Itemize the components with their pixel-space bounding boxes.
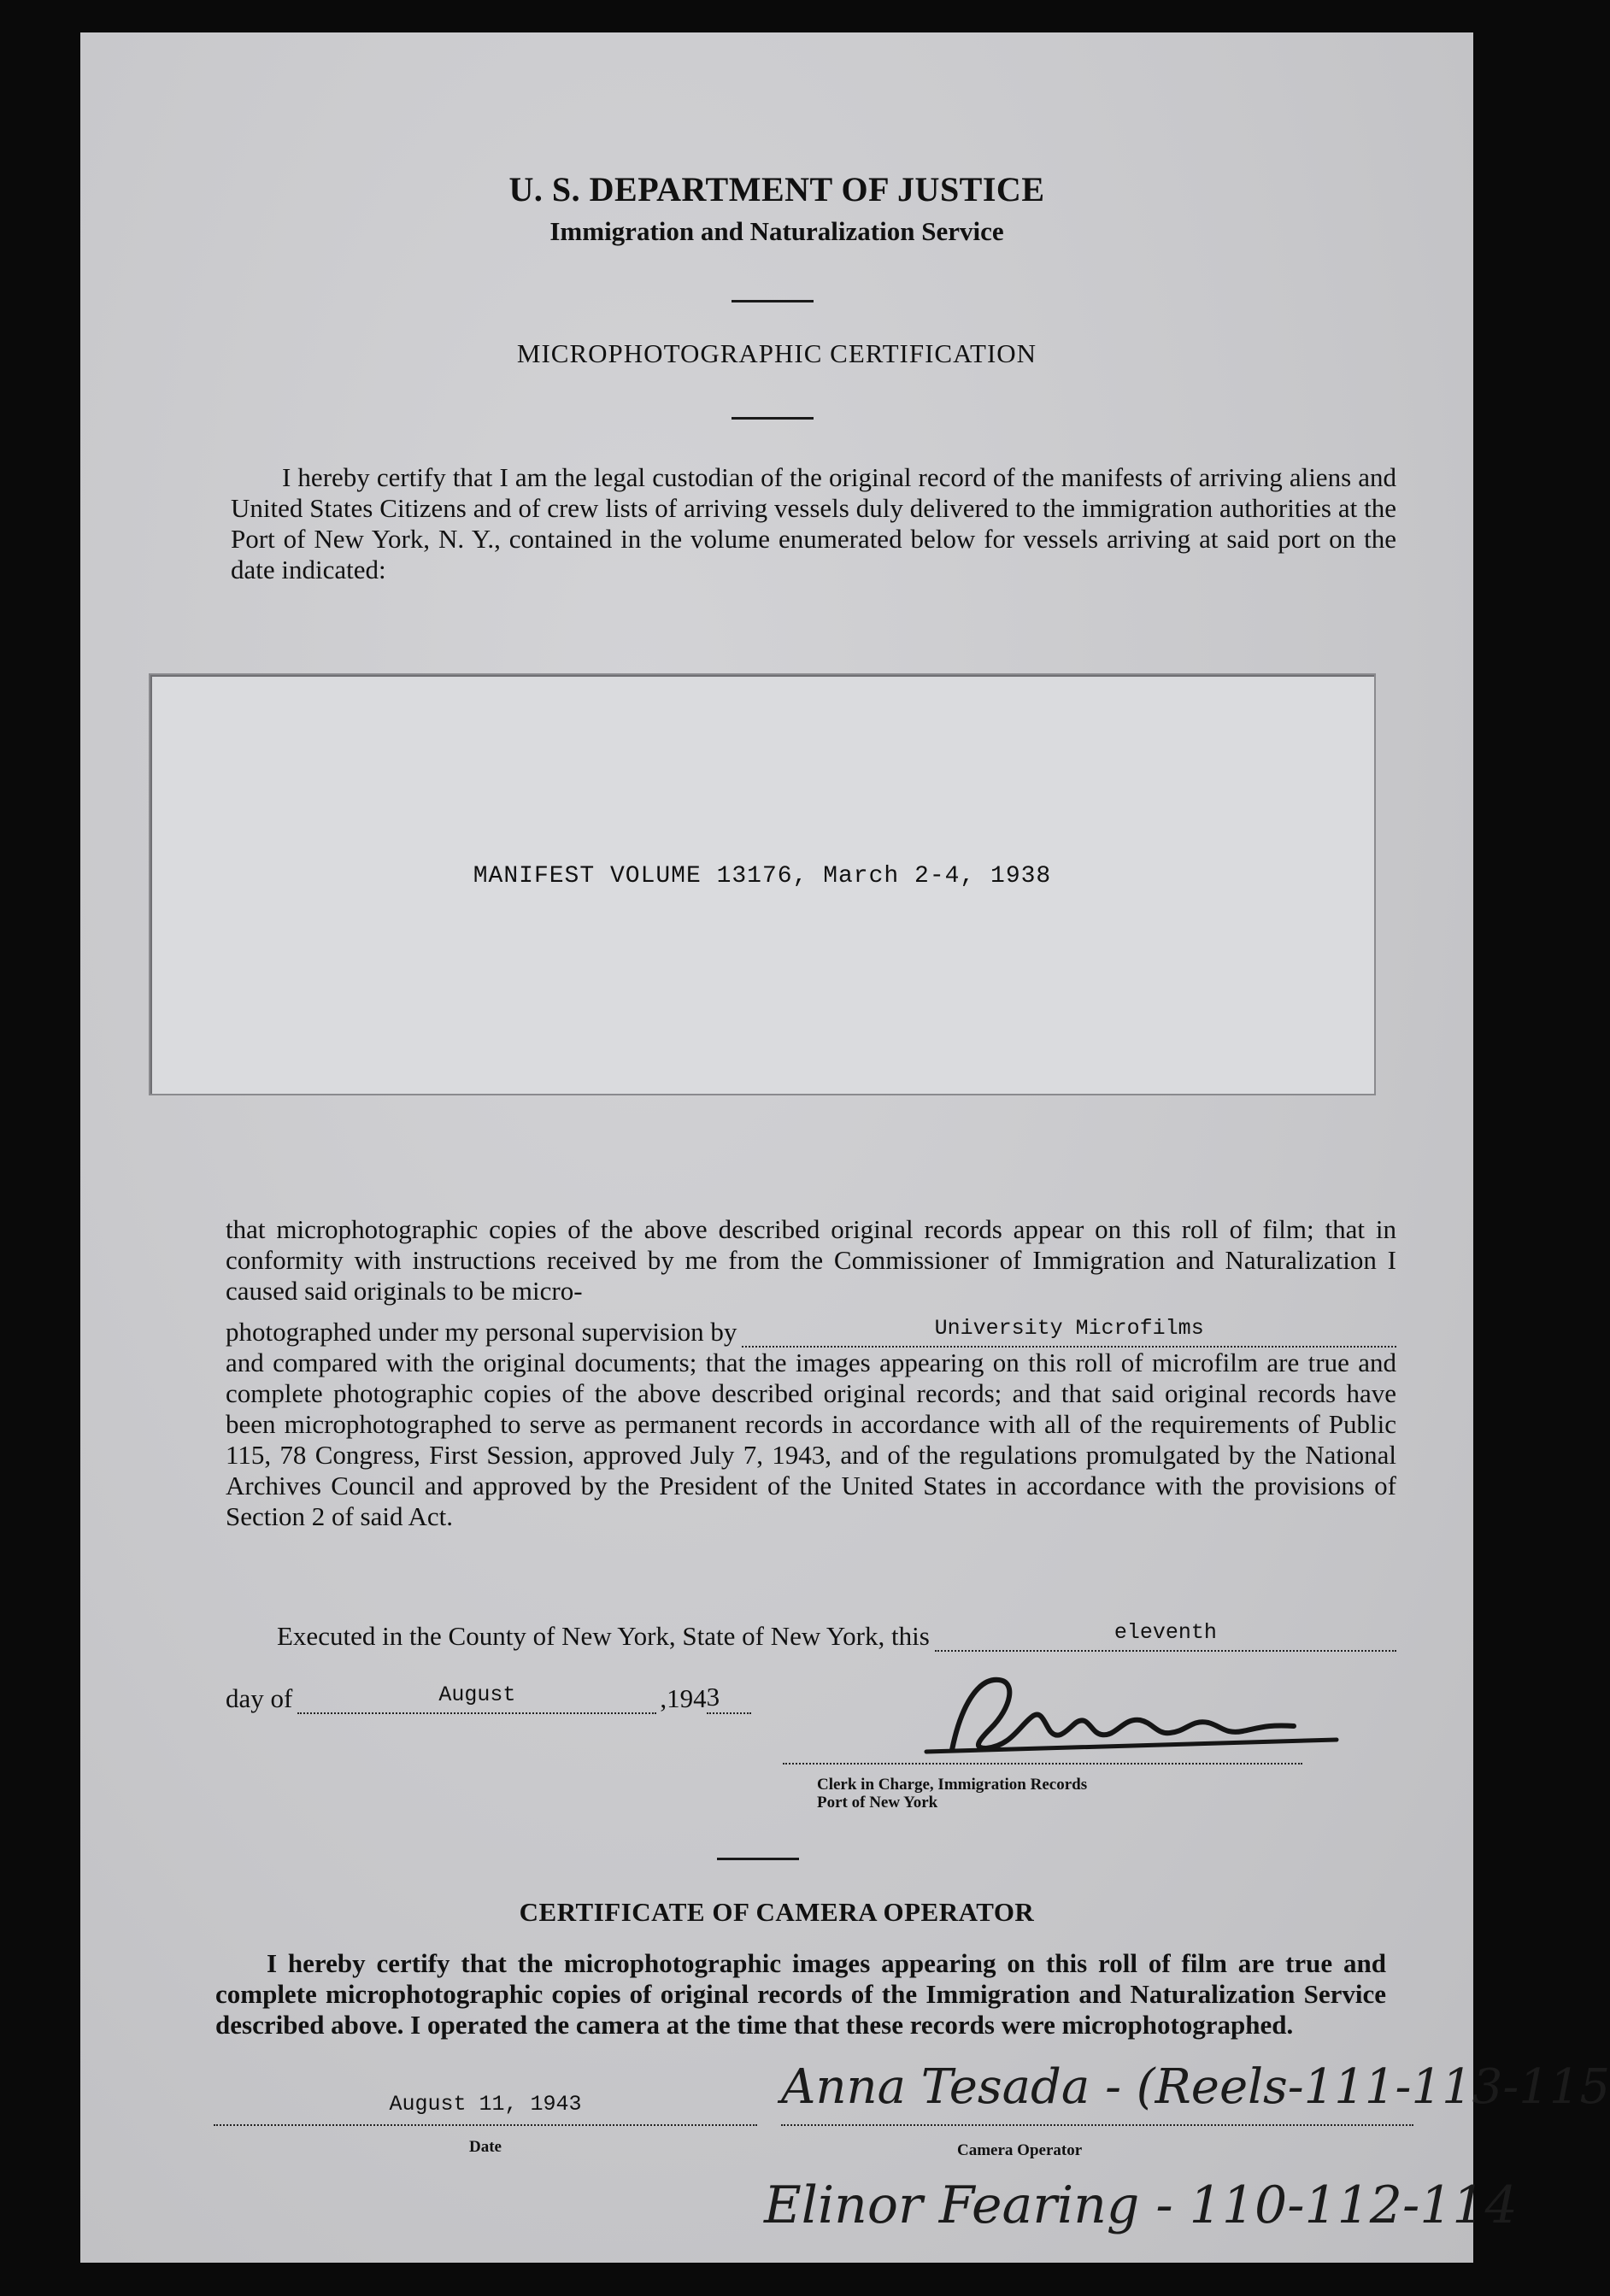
- execution-year-digit: [707, 1682, 751, 1714]
- supervision-prefix: photographed under my personal supervision by: [226, 1317, 737, 1347]
- camera-operator-text: I hereby certify that the microphotographic images appearing on this roll of film are true and complete microphotographic copies of original records of the Immigration and Naturalization Service described above. I operated the camera at the time that these records were microphotographed.: [215, 1948, 1386, 2040]
- body-part2: and compared with the original documents; that the images appearing on this roll of microfilm are true and complete photographic copies of the above described original records; and that said original records have been microphotographed to serve as permanent records in accordance with all of the requirements of Public 115, 78 Congress, First Session, approved July 7, 1943, and of the regulations promulgated by the National Archives Council and approved by the President of the United States in accordance with the provisions of Section 2 of said Act.: [226, 1348, 1396, 1531]
- department-heading: U. S. DEPARTMENT OF JUSTICE: [508, 170, 1045, 208]
- supervisor-name: University Microfilms: [742, 1313, 1396, 1348]
- execution-prefix: Executed in the County of New York, State of New York, this: [277, 1621, 930, 1651]
- camera-date-label: Date: [469, 2138, 502, 2156]
- volume-inset-card: [149, 673, 1376, 1095]
- service-subheading: Immigration and Naturalization Service: [549, 216, 1004, 246]
- handwritten-operator-note-2: Elinor Fearing - 110-112-114: [764, 2176, 1518, 2235]
- body-part1: that microphotographic copies of the above described original records appear on this roll of film; that in conformity with instructions received by me from the Commissioner of Immigration and Naturalization I caused said originals to be micro-: [226, 1214, 1396, 1306]
- day-of-label: day of: [226, 1683, 293, 1713]
- date-line: day of August , 194 3: [226, 1680, 875, 1714]
- clerk-signature-line: [783, 1763, 1302, 1765]
- supervision-line: [226, 1313, 1396, 1348]
- execution-line: [277, 1618, 1396, 1652]
- camera-date-value: August 11, 1943: [389, 2092, 582, 2117]
- clerk-title: Clerk in Charge, Immigration Records: [817, 1776, 1088, 1794]
- year-digit: 3: [706, 1682, 720, 1712]
- intro-paragraph: [231, 462, 1396, 585]
- clerk-signature: [892, 1656, 1371, 1767]
- document-sheet: [80, 32, 1610, 2263]
- execution-year-prefix: 194: [667, 1683, 707, 1713]
- clerk-location: Port of New York: [817, 1794, 938, 1812]
- camera-operator-heading: CERTIFICATE OF CAMERA OPERATOR: [519, 1897, 1035, 1927]
- camera-date-line: [214, 2124, 757, 2126]
- handwritten-operator-note: Anna Tesada - (Reels-111-113-115: [781, 2059, 1610, 2115]
- camera-operator-statement: [215, 1948, 1386, 2041]
- manifest-volume-text: MANIFEST VOLUME 13176, March 2-4, 1938: [473, 863, 1052, 890]
- camera-operator-line: [781, 2124, 1413, 2126]
- certification-title: MICROPHOTOGRAPHIC CERTIFICATION: [516, 338, 1037, 368]
- body-paragraph: [226, 1214, 1396, 1532]
- divider-rule: [717, 1858, 799, 1860]
- divider-rule: [732, 417, 814, 420]
- execution-month: August: [297, 1680, 656, 1714]
- intro-text: I hereby certify that I am the legal custodian of the original record of the manifests of arriving aliens and United States Citizens and of crew lists of arriving vessels duly delivered to the immigration authorities at the Port of New York, N. Y., contained in the volume enumerated below for vessels arriving at said port on the date indicated:: [231, 462, 1396, 584]
- divider-rule: [732, 300, 814, 302]
- camera-operator-label: Camera Operator: [957, 2141, 1083, 2159]
- execution-day: eleventh: [935, 1618, 1396, 1652]
